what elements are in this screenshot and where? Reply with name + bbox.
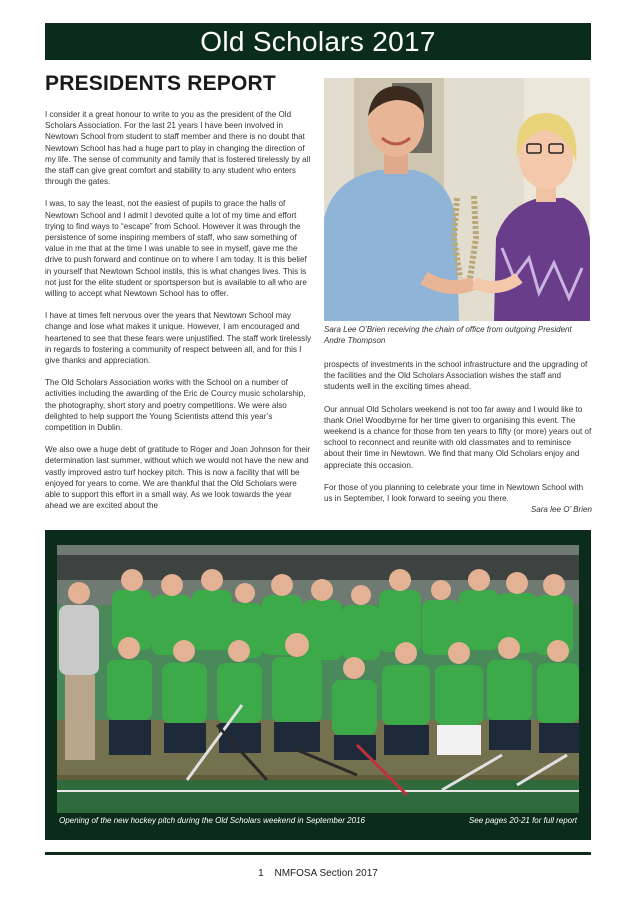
page-banner	[45, 23, 591, 60]
hockey-team-illustration	[57, 545, 579, 813]
article-paragraph: I was, to say the least, not the easiest of pupils to grace the halls of Newtown School and I admit I devoted quite a lot of my time and effort trying to find ways to “escape” from School. However it was through the persistence of some inspiring members of staff, who saw something of value in me that at the time I was unable to see in myself, gave me the drive to push forward and continue on to where I am today. It is this belief in yourself that Newtown School instils, this is what changes lives. This is not just for the elite student or sportsperson but is available to all who are willing to accept what Newtown School has to offer.	[45, 199, 307, 299]
footer-divider	[45, 852, 591, 855]
article-paragraph: The Old Scholars Association works with the School on a number of activities including the awarding of the Eric de Courcy music scholarship, the photography, short story and poetry competitions. We were also delighted to help support the Young Scientists attend this year’s competition in Dublin.	[45, 378, 306, 433]
team-photo-caption-right: See pages 20-21 for full report	[468, 816, 577, 825]
chain-of-office-illustration	[324, 78, 590, 321]
team-photo-caption-left: Opening of the new hockey pitch during the Old Scholars weekend in September 2016	[59, 816, 365, 825]
banner-title: Old Scholars 2017	[200, 26, 436, 57]
article-paragraph: For those of you planning to celebrate your time in Newtown School with us in September, I look forward to seeing you there.	[324, 482, 584, 504]
article-paragraph: We also owe a huge debt of gratitude to Roger and Joan Johnson for their determination last summer, without which we would not have the new and vastly improved astro turf hockey pitch. This is now a facility that will be enjoyed for years to come. We are thankful that the Old Scholars were able to support this effort in a small way. As we look towards the year ahead we are excited about the	[45, 445, 311, 511]
photo-caption-top: Sara Lee O’Brien receiving the chain of office from outgoing President Andre Thompson	[324, 325, 572, 345]
hockey-team-photo	[57, 545, 579, 813]
article-left-column	[45, 109, 313, 523]
article-paragraph: I consider it a great honour to write to you as the president of the Old Scholars Association. For the last 21 years I have been involved in Newtown School from student to staff member and there is no doubt that Newtown School has had a huge part to play in changing the direction of my life. The sense of community and family that is fostered tirelessly by all the staff can give great comfort and stability to any student who enters through the gates.	[45, 110, 311, 187]
article-paragraph: I have at times felt nervous over the years that Newtown School may change and lose what makes it unique. However, I am encouraged and heartened to see that these fears were unjustified. The staff work tirelessly in regards to fostering a community of respect between all, and for this I give thanks and appreciation.	[45, 311, 312, 366]
author-signature: Sara lee O’ Brien	[530, 505, 592, 515]
section-label: NMFOSA Section 2017	[274, 868, 378, 879]
article-right-column	[324, 359, 592, 515]
page-number: 1	[258, 868, 264, 879]
page-footer	[0, 868, 636, 879]
chain-of-office-photo	[324, 78, 590, 321]
article-paragraph: Our annual Old Scholars weekend is not too far away and I would like to thank Oriel Woodbyrne for her time given to organising this event. The weekend is a chance for those from ten years to fifty (or more) years out of school to reconnect and reunite with old classmates and to reminisce about their time in Newtown. We find that many Old Scholars enjoy and appreciate this occasion.	[324, 404, 592, 470]
team-photo-frame	[45, 530, 591, 840]
team-photo-caption	[59, 816, 577, 825]
article-heading: PRESIDENTS REPORT	[45, 72, 276, 95]
article-paragraph: prospects of investments in the school infrastructure and the upgrading of the facilities and the Old Scholars Association wishes the staff and students well in the exciting times ahead.	[324, 360, 588, 392]
